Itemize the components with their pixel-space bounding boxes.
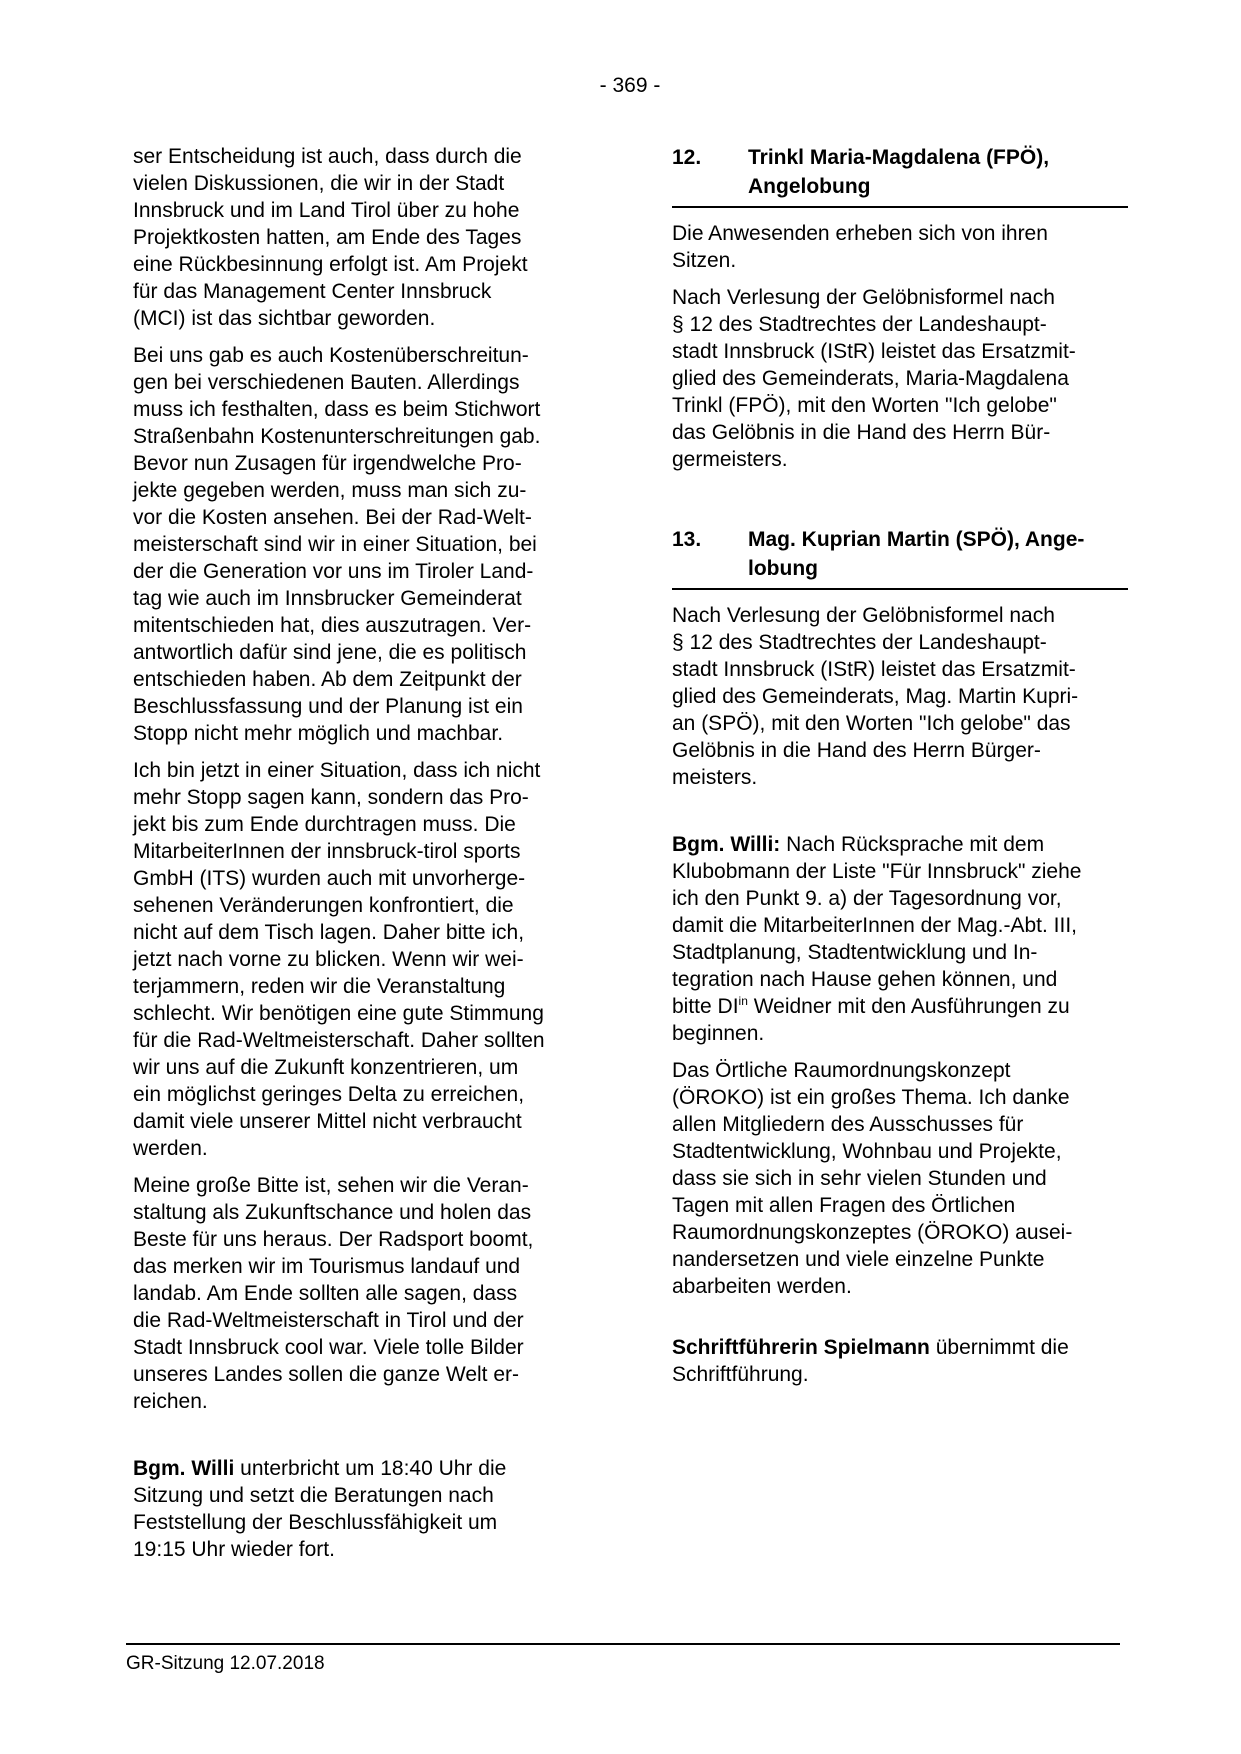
text-line: [133, 1054, 615, 1081]
text-segment: jetzt nach vorne zu blicken. Wenn wir wei-: [133, 948, 524, 971]
paragraph: [133, 342, 615, 747]
text-line: [133, 1334, 615, 1361]
text-line: [133, 639, 615, 666]
text-segment: ser Entscheidung ist auch, dass durch die: [133, 145, 522, 168]
text-segment: eine Rückbesinnung erfolgt ist. Am Projekt: [133, 253, 528, 276]
text-line: [672, 966, 1128, 993]
paragraph: [672, 602, 1128, 791]
text-segment: nicht auf dem Tisch lagen. Daher bitte ich,: [133, 921, 525, 944]
text-segment: Stadt Innsbruck cool war. Viele tolle Bilder: [133, 1336, 524, 1359]
text-segment: sehenen Veränderungen konfrontiert, die: [133, 894, 514, 917]
paragraph: [672, 284, 1128, 473]
superscript-text: in: [738, 994, 748, 1008]
paragraph: [672, 220, 1128, 274]
text-segment: Stopp nicht mehr möglich und machbar.: [133, 722, 504, 745]
text-line: [133, 224, 615, 251]
text-segment: Weidner mit den Ausführungen zu: [747, 995, 1070, 1018]
text-line: [672, 885, 1128, 912]
vertical-spacer: [672, 1310, 1128, 1334]
text-segment: Bevor nun Zusagen für irgendwelche Pro-: [133, 452, 522, 475]
text-line: [133, 757, 615, 784]
text-line: [672, 831, 1128, 858]
text-line: [133, 342, 615, 369]
text-line: [133, 1027, 615, 1054]
text-segment: gen bei verschiedenen Bauten. Allerdings: [133, 371, 520, 394]
text-segment: tegration nach Hause gehen können, und: [672, 968, 1058, 991]
text-line: [672, 1334, 1128, 1361]
text-line: [672, 1192, 1128, 1219]
text-line: [133, 612, 615, 639]
text-line: [672, 993, 1128, 1020]
text-line: [672, 1219, 1128, 1246]
text-segment: Klubobmann der Liste "Für Innsbruck" ziehe: [672, 860, 1082, 883]
text-segment: schlecht. Wir benötigen eine gute Stimmung: [133, 1002, 544, 1025]
left-column: [133, 143, 615, 1573]
text-line: [133, 973, 615, 1000]
text-line: [672, 1361, 1128, 1388]
bold-text: Schriftführerin Spielmann: [672, 1336, 930, 1359]
text-line: [133, 1172, 615, 1199]
heading-title: [748, 525, 1128, 583]
text-segment: stadt Innsbruck (IStR) leistet das Ersatzmit-: [672, 658, 1076, 681]
text-segment: (ÖROKO) ist ein großes Thema. Ich danke: [672, 1086, 1070, 1109]
text-line: [133, 197, 615, 224]
text-segment: damit viele unserer Mittel nicht verbraucht: [133, 1110, 522, 1133]
text-line: [133, 450, 615, 477]
text-line: [133, 1536, 615, 1563]
text-segment: Stadtplanung, Stadtentwicklung und In-: [672, 941, 1038, 964]
text-segment: Beschlussfassung und der Planung ist ein: [133, 695, 523, 718]
text-segment: ich den Punkt 9. a) der Tagesordnung vor,: [672, 887, 1062, 910]
heading-number: 13.: [672, 528, 702, 551]
text-segment: staltung als Zukunftschance und holen das: [133, 1201, 532, 1224]
heading-line: Mag. Kuprian Martin (SPÖ), Ange-: [748, 528, 1085, 551]
text-line: [672, 737, 1128, 764]
text-segment: Raumordnungskonzeptes (ÖROKO) ausei-: [672, 1221, 1073, 1244]
text-segment: Innsbruck und im Land Tirol über zu hohe: [133, 199, 520, 222]
text-segment: Tagen mit allen Fragen des Örtlichen: [672, 1194, 1016, 1217]
text-line: [133, 919, 615, 946]
text-line: [672, 656, 1128, 683]
text-line: [672, 247, 1128, 274]
text-segment: für die Rad-Weltmeisterschaft. Daher sollten: [133, 1029, 545, 1052]
text-segment: MitarbeiterInnen der innsbruck-tirol sports: [133, 840, 521, 863]
text-line: [133, 1280, 615, 1307]
text-segment: Projektkosten hatten, am Ende des Tages: [133, 226, 522, 249]
text-line: [133, 369, 615, 396]
text-segment: Trinkl (FPÖ), mit den Worten "Ich gelobe": [672, 394, 1057, 417]
vertical-spacer: [133, 1425, 615, 1455]
text-line: [672, 602, 1128, 629]
text-segment: landab. Am Ende sollten alle sagen, dass: [133, 1282, 518, 1305]
text-segment: das merken wir im Tourismus landauf und: [133, 1255, 521, 1278]
text-line: [133, 838, 615, 865]
text-segment: GmbH (ITS) wurden auch mit unvorherge-: [133, 867, 526, 890]
heading-line: Angelobung: [748, 175, 871, 198]
text-segment: terjammern, reden wir die Veranstaltung: [133, 975, 506, 998]
text-line: [672, 220, 1128, 247]
text-line: [672, 1273, 1128, 1300]
text-line: [133, 784, 615, 811]
text-line: [133, 1000, 615, 1027]
right-column: [672, 143, 1128, 1398]
text-line: [133, 892, 615, 919]
text-line: [133, 693, 615, 720]
text-line: [672, 446, 1128, 473]
text-segment: nandersetzen und viele einzelne Punkte: [672, 1248, 1045, 1271]
text-line: [672, 683, 1128, 710]
text-segment: muss ich festhalten, dass es beim Stichwort: [133, 398, 541, 421]
text-line: [672, 1020, 1128, 1047]
paragraph: [133, 1172, 615, 1415]
bold-text: Bgm. Willi: [133, 1457, 235, 1480]
text-line: [133, 143, 615, 170]
text-line: [672, 392, 1128, 419]
text-segment: 19:15 Uhr wieder fort.: [133, 1538, 335, 1561]
paragraph: [133, 757, 615, 1162]
footer-divider: [126, 1643, 1120, 1645]
text-line: [133, 1307, 615, 1334]
text-segment: Die Anwesenden erheben sich von ihren: [672, 222, 1048, 245]
text-line: [133, 477, 615, 504]
text-line: [133, 666, 615, 693]
text-segment: meisterschaft sind wir in einer Situation, bei: [133, 533, 537, 556]
text-line: [672, 939, 1128, 966]
text-line: [133, 865, 615, 892]
paragraph: [672, 1057, 1128, 1300]
text-segment: werden.: [133, 1137, 208, 1160]
text-segment: an (SPÖ), mit den Worten "Ich gelobe" das: [672, 712, 1071, 735]
text-line: [133, 531, 615, 558]
text-line: [133, 1108, 615, 1135]
text-segment: abarbeiten werden.: [672, 1275, 852, 1298]
text-line: [672, 912, 1128, 939]
text-segment: meisters.: [672, 766, 758, 789]
text-line: [672, 1165, 1128, 1192]
vertical-spacer: [672, 801, 1128, 831]
heading-line: lobung: [748, 557, 818, 580]
paragraph: [133, 1455, 615, 1563]
text-line: [133, 1081, 615, 1108]
text-line: [133, 423, 615, 450]
text-segment: tag wie auch im Innsbrucker Gemeinderat: [133, 587, 522, 610]
text-segment: Stadtentwicklung, Wohnbau und Projekte,: [672, 1140, 1062, 1163]
text-segment: dass sie sich in sehr vielen Stunden und: [672, 1167, 1047, 1190]
text-line: [133, 396, 615, 423]
text-segment: Bei uns gab es auch Kostenüberschreitun-: [133, 344, 529, 367]
text-line: [133, 251, 615, 278]
text-line: [133, 1509, 615, 1536]
text-line: [672, 858, 1128, 885]
text-segment: Schriftführung.: [672, 1363, 809, 1386]
heading-line: Trinkl Maria-Magdalena (FPÖ),: [748, 146, 1050, 169]
text-segment: § 12 des Stadtrechtes der Landeshaupt-: [672, 631, 1047, 654]
text-segment: entschieden haben. Ab dem Zeitpunkt der: [133, 668, 522, 691]
text-segment: der die Generation vor uns im Tiroler Land-: [133, 560, 534, 583]
text-line: [133, 811, 615, 838]
text-line: [672, 284, 1128, 311]
text-segment: Nach Verlesung der Gelöbnisformel nach: [672, 286, 1055, 309]
text-segment: unseres Landes sollen die ganze Welt er-: [133, 1363, 520, 1386]
text-segment: Gelöbnis in die Hand des Herrn Bürger-: [672, 739, 1041, 762]
text-line: [672, 1111, 1128, 1138]
paragraph: [133, 143, 615, 332]
text-segment: § 12 des Stadtrechtes der Landeshaupt-: [672, 313, 1047, 336]
text-line: [133, 1482, 615, 1509]
text-line: [133, 1361, 615, 1388]
section-heading: [672, 525, 1128, 590]
text-segment: jekte gegeben werden, muss man sich zu-: [133, 479, 527, 502]
text-line: [133, 946, 615, 973]
text-segment: Meine große Bitte ist, sehen wir die Veran-: [133, 1174, 529, 1197]
text-segment: glied des Gemeinderats, Mag. Martin Kupri-: [672, 685, 1079, 708]
heading-title: [748, 143, 1128, 201]
text-segment: Beste für uns heraus. Der Radsport boomt,: [133, 1228, 534, 1251]
section-heading: [672, 143, 1128, 208]
text-line: [672, 311, 1128, 338]
text-segment: mitentschieden hat, dies auszutragen. Ver-: [133, 614, 532, 637]
page-number: - 369 -: [599, 74, 661, 97]
text-line: [672, 629, 1128, 656]
text-segment: jekt bis zum Ende durchtragen muss. Die: [133, 813, 516, 836]
text-line: [672, 419, 1128, 446]
footer-text: GR-Sitzung 12.07.2018: [126, 1653, 325, 1674]
text-line: [672, 365, 1128, 392]
text-segment: ein möglichst geringes Delta zu erreichen,: [133, 1083, 525, 1106]
text-segment: Nach Rücksprache mit dem: [780, 833, 1045, 856]
text-line: [133, 558, 615, 585]
text-line: [133, 170, 615, 197]
text-segment: vor die Kosten ansehen. Bei der Rad-Welt-: [133, 506, 532, 529]
text-line: [133, 1388, 615, 1415]
text-line: [133, 1199, 615, 1226]
text-line: [133, 278, 615, 305]
text-segment: antwortlich dafür sind jene, die es politisch: [133, 641, 527, 664]
text-line: [672, 338, 1128, 365]
text-line: [133, 305, 615, 332]
text-segment: wir uns auf die Zukunft konzentrieren, um: [133, 1056, 519, 1079]
text-segment: das Gelöbnis in die Hand des Herrn Bür-: [672, 421, 1051, 444]
text-line: [133, 1253, 615, 1280]
text-line: [133, 720, 615, 747]
text-segment: Das Örtliche Raumordnungskonzept: [672, 1059, 1011, 1082]
text-line: [672, 710, 1128, 737]
text-segment: übernimmt die: [929, 1336, 1069, 1359]
text-segment: Straßenbahn Kostenunterschreitungen gab.: [133, 425, 541, 448]
text-line: [672, 1057, 1128, 1084]
text-line: [133, 585, 615, 612]
text-segment: unterbricht um 18:40 Uhr die: [234, 1457, 507, 1480]
text-segment: damit die MitarbeiterInnen der Mag.-Abt. III,: [672, 914, 1078, 937]
text-line: [133, 504, 615, 531]
vertical-spacer: [672, 483, 1128, 525]
text-segment: mehr Stopp sagen kann, sondern das Pro-: [133, 786, 529, 809]
text-line: [133, 1135, 615, 1162]
paragraph: [672, 831, 1128, 1047]
text-segment: allen Mitgliedern des Ausschusses für: [672, 1113, 1024, 1136]
paragraph: [672, 1334, 1128, 1388]
text-line: [133, 1455, 615, 1482]
text-line: [133, 1226, 615, 1253]
text-segment: reichen.: [133, 1390, 208, 1413]
text-segment: für das Management Center Innsbruck: [133, 280, 492, 303]
text-segment: Ich bin jetzt in einer Situation, dass ich nicht: [133, 759, 541, 782]
text-segment: beginnen.: [672, 1022, 765, 1045]
text-segment: bitte DI: [672, 995, 739, 1018]
text-segment: (MCI) ist das sichtbar geworden.: [133, 307, 436, 330]
text-segment: Sitzen.: [672, 249, 737, 272]
text-segment: germeisters.: [672, 448, 788, 471]
text-segment: stadt Innsbruck (IStR) leistet das Ersatzmit-: [672, 340, 1076, 363]
heading-number: 12.: [672, 146, 702, 169]
text-segment: Feststellung der Beschlussfähigkeit um: [133, 1511, 498, 1534]
text-line: [672, 1246, 1128, 1273]
text-segment: die Rad-Weltmeisterschaft in Tirol und der: [133, 1309, 524, 1332]
text-segment: vielen Diskussionen, die wir in der Stadt: [133, 172, 505, 195]
text-segment: Nach Verlesung der Gelöbnisformel nach: [672, 604, 1055, 627]
bold-text: Bgm. Willi:: [672, 833, 781, 856]
text-segment: Sitzung und setzt die Beratungen nach: [133, 1484, 494, 1507]
text-line: [672, 1084, 1128, 1111]
text-line: [672, 1138, 1128, 1165]
text-segment: glied des Gemeinderats, Maria-Magdalena: [672, 367, 1069, 390]
text-line: [672, 764, 1128, 791]
